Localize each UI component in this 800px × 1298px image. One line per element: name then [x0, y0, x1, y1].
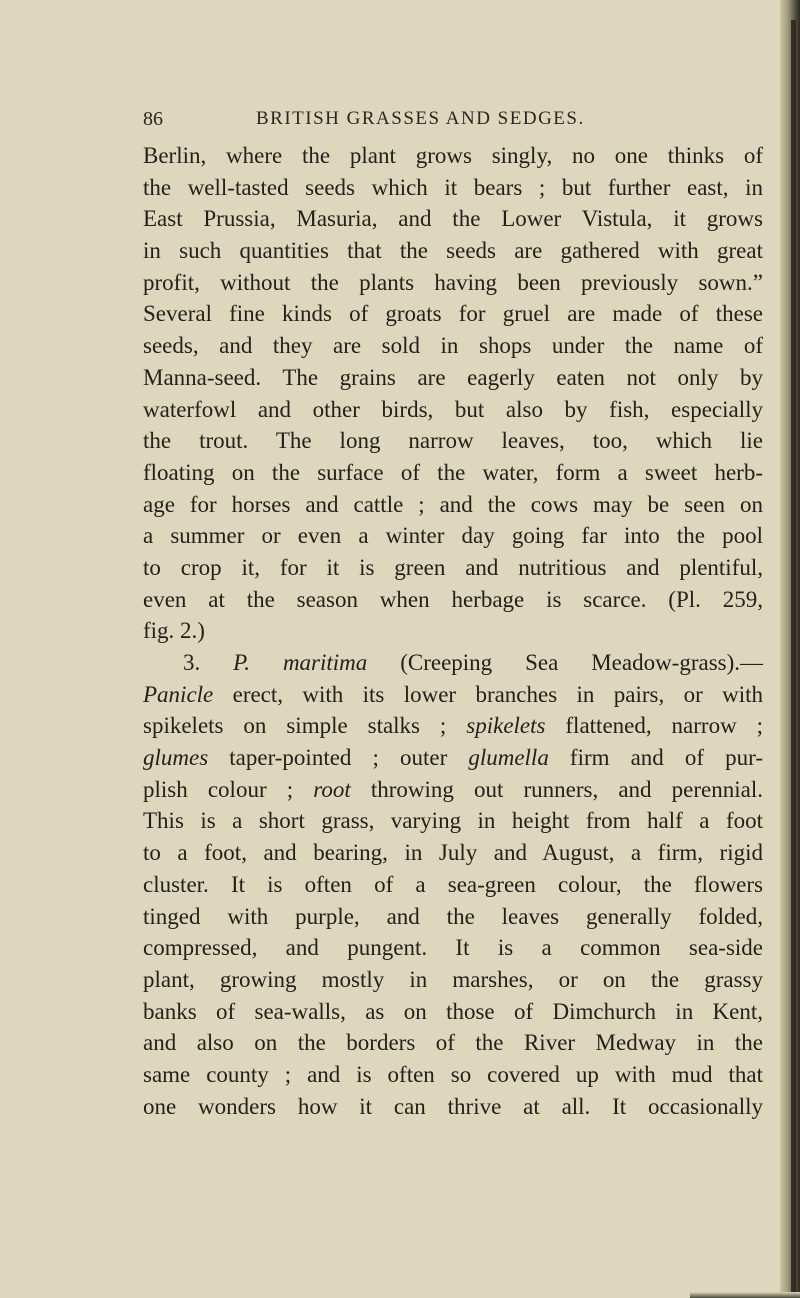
description-text: firm and of pur- [548, 745, 763, 771]
description-line [143, 742, 763, 774]
description-text: flattened, narrow ; [545, 713, 763, 739]
text-line: Manna-seed. The grains are eagerly eaten not only by [143, 364, 763, 390]
description-text: plish colour ; [143, 776, 314, 802]
body-text [143, 140, 763, 1122]
description-line [143, 679, 763, 711]
text-line: fig. 2.) [143, 618, 205, 644]
term-panicle: Panicle [143, 681, 214, 707]
text-line: cluster. It is often of a sea-green colour, the flowers [143, 871, 763, 897]
running-head: BRITISH GRASSES AND SEDGES. [256, 108, 585, 129]
term-glumella: glumella [468, 745, 549, 771]
text-line: a summer or even a winter day going far into the pool [143, 523, 763, 549]
text-line: Several fine kinds of groats for gruel are made of these [143, 301, 763, 327]
text-line: in such quantities that the seeds are gathered with great [143, 238, 763, 264]
description-text: erect, with its lower branches in pairs, or with [213, 681, 763, 707]
binding-edge [791, 20, 796, 1298]
page-gutter-shadow [780, 0, 800, 1298]
text-line: and also on the borders of the River Medway in the [143, 1030, 763, 1056]
genus-abbrev: P. [233, 650, 251, 675]
text-line: the well-tasted seeds which it bears ; but further east, in [143, 174, 763, 200]
text-line: to crop it, for it is green and nutritious and plentiful, [143, 554, 763, 580]
text-line: even at the season when herbage is scarce. (Pl. 259, [143, 586, 763, 612]
description-text: spikelets on simple stalks ; [143, 713, 467, 739]
page-number: 86 [143, 108, 163, 130]
text-line: same county ; and is often so covered up with mud that [143, 1061, 763, 1087]
text-line: Berlin, where the plant grows singly, no one thinks of [143, 143, 763, 168]
text-line: This is a short grass, varying in height from half a foot [143, 808, 763, 834]
text-line: one wonders how it can thrive at all. It occasionally [143, 1093, 763, 1119]
term-spikelets: spikelets [466, 713, 546, 739]
description-text: taper-pointed ; outer [208, 745, 469, 771]
species-number: 3. [183, 650, 201, 675]
description-line [143, 710, 763, 742]
text-line: waterfowl and other birds, but also by fish, especially [143, 396, 763, 422]
text-line: tinged with purple, and the leaves generally folded, [143, 903, 763, 929]
term-glumes: glumes [143, 745, 209, 771]
species-epithet: maritima [282, 650, 368, 675]
description-line [143, 774, 763, 806]
species-heading [143, 647, 763, 679]
page-header [143, 108, 763, 138]
text-line: plant, growing mostly in marshes, or on the grassy [143, 966, 763, 992]
text-line: floating on the surface of the water, form a sweet herb- [143, 459, 763, 485]
text-line: age for horses and cattle ; and the cows may be seen on [143, 491, 763, 517]
text-line: seeds, and they are sold in shops under the name of [143, 333, 763, 359]
text-line: banks of sea-walls, as on those of Dimchurch in Kent, [143, 998, 763, 1024]
description-text: throwing out runners, and perennial. [350, 776, 763, 802]
species-common-name: (Creeping Sea Meadow-grass).— [400, 650, 764, 675]
text-line: to a foot, and bearing, in July and August, a firm, rigid [143, 840, 763, 866]
term-root: root [313, 776, 351, 802]
text-line: East Prussia, Masuria, and the Lower Vistula, it grows [143, 206, 763, 232]
text-line: the trout. The long narrow leaves, too, which lie [143, 428, 763, 454]
text-line: profit, without the plants having been previously sown.” [143, 269, 763, 295]
page-bottom-edge [690, 1292, 800, 1298]
text-line: compressed, and pungent. It is a common sea-side [143, 935, 763, 961]
